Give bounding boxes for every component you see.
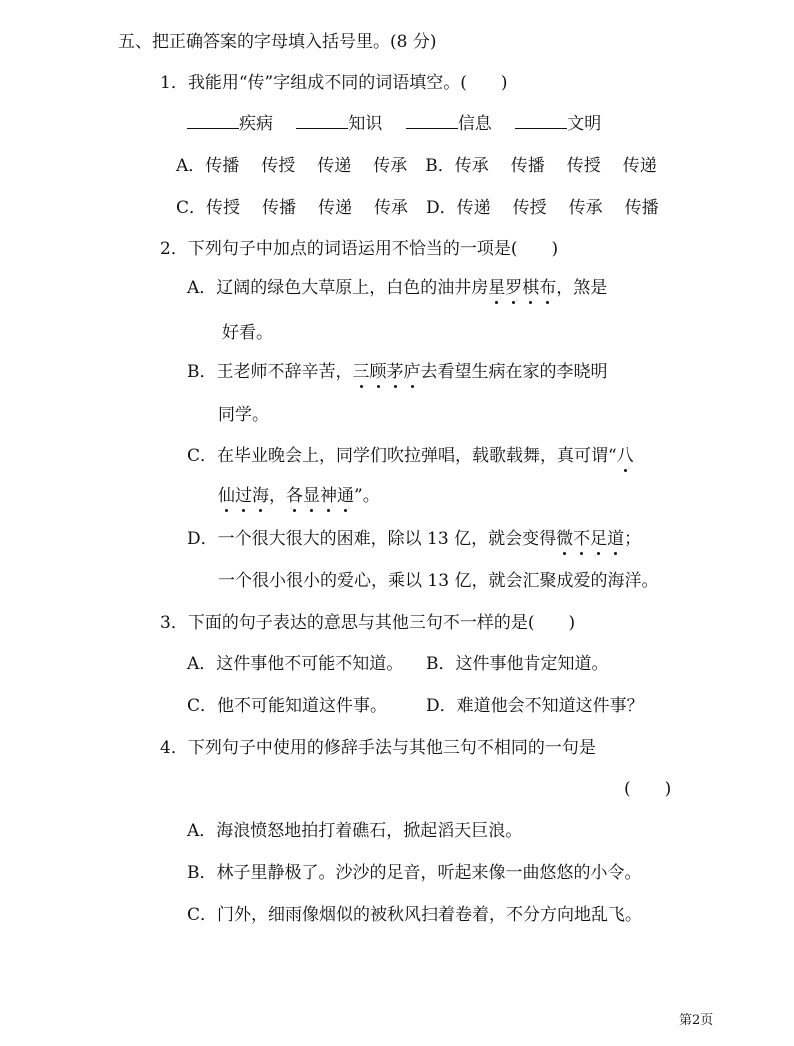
option-word: 传承 (568, 198, 603, 218)
option-text: ，煞是 (556, 278, 608, 298)
option-word: 传播 (262, 198, 297, 218)
answer-blank[interactable] (187, 128, 239, 129)
option-label: C． (187, 446, 218, 466)
option-text: ； (624, 529, 642, 549)
option-text: 在毕业晚会上，同学们吹拉弹唱，载歌载舞，真可谓“ (217, 446, 617, 466)
option-word: 传承 (373, 156, 408, 176)
dotted-term: 仙过海，各显神通 (218, 486, 354, 506)
dotted-term: 微不足道 (556, 529, 625, 549)
option-word: 传授 (261, 156, 296, 176)
q2-option-a (187, 277, 607, 299)
q3-option-b: B．这件事他肯定知道。 (426, 654, 609, 674)
q4-option-c: C．门外，细雨像烟似的被秋风扫着卷着，不分方向地乱飞。 (187, 905, 643, 925)
q3-option-d: D．难道他会不知道这件事？ (426, 696, 644, 716)
q3-option-c: C．他不可能知道这件事。 (187, 696, 388, 716)
option-label: B． (187, 362, 217, 382)
option-label: C． (176, 198, 207, 218)
option-word: 传播 (510, 156, 545, 176)
option-label: A． (176, 156, 206, 176)
option-text: 去看望生病在家的李晓明 (420, 362, 608, 382)
q2-stem: 2．下列句子中加点的词语运用不恰当的一项是( ) (160, 239, 559, 259)
option-label: B． (425, 156, 455, 176)
q2-option-b (187, 361, 608, 383)
option-label: D． (426, 198, 457, 218)
option-text: 辽阔的绿色大草原上，白色的油井房 (216, 278, 489, 298)
option-label: A． (187, 278, 217, 298)
blank-word: 疾病 (239, 114, 273, 134)
blank-word: 文明 (567, 114, 602, 134)
q4-stem: 4．下列句子中使用的修辞手法与其他三句不相同的一句是 (160, 738, 596, 758)
option-word: 传播 (205, 156, 240, 176)
option-word: 传授 (512, 198, 547, 218)
q2-option-c-cont (218, 485, 380, 507)
dotted-term: 三顾茅庐 (352, 362, 421, 382)
option-word: 传授 (566, 156, 601, 176)
option-text: 一个很大很大的困难，除以 13 亿，就会变得 (217, 529, 557, 549)
answer-blank[interactable] (515, 128, 567, 129)
q4-option-a: A．海浪愤怒地拍打着礁石，掀起滔天巨浪。 (187, 821, 523, 841)
q1-blanks (187, 113, 601, 135)
q1-options-ab (176, 155, 657, 177)
option-word: 传递 (318, 198, 353, 218)
option-word: 传递 (456, 198, 491, 218)
option-text: 王老师不辞辛苦， (216, 362, 353, 382)
option-word: 传承 (454, 156, 489, 176)
option-word: 传播 (624, 198, 659, 218)
q1-options-cd (176, 197, 659, 219)
option-word: 传授 (206, 198, 241, 218)
q2-option-a-cont: 好看。 (222, 323, 273, 343)
q2-option-d (187, 528, 641, 550)
section-title: 五、把正确答案的字母填入括号里。(8 分) (118, 32, 437, 52)
q2-option-d-cont: 一个很小很小的爱心，乘以 13 亿，就会汇聚成爱的海洋。 (218, 571, 659, 591)
q2-option-b-cont: 同学。 (218, 405, 269, 425)
q3-option-a: A．这件事他不可能不知道。 (187, 654, 404, 674)
option-word: 传递 (317, 156, 352, 176)
answer-blank[interactable] (296, 128, 348, 129)
option-label: D． (187, 529, 218, 549)
q4-answer-paren[interactable]: ( ) (624, 779, 672, 799)
option-word: 传承 (374, 198, 409, 218)
q1-stem: 1．我能用“传”字组成不同的词语填空。( ) (160, 73, 508, 93)
q3-stem: 3．下面的句子表达的意思与其他三句不一样的是( ) (160, 613, 576, 633)
q2-option-c (187, 445, 634, 467)
blank-word: 信息 (457, 114, 492, 134)
option-text: ”。 (354, 486, 380, 506)
blank-word: 知识 (348, 114, 383, 134)
dotted-term: 八 (616, 446, 634, 466)
dotted-term: 星罗棋布 (488, 278, 557, 298)
answer-blank[interactable] (406, 128, 458, 129)
page-number: 第2页 (679, 1013, 714, 1028)
option-word: 传递 (622, 156, 657, 176)
q4-option-b: B．林子里静极了。沙沙的足音，听起来像一曲悠悠的小令。 (187, 863, 642, 883)
